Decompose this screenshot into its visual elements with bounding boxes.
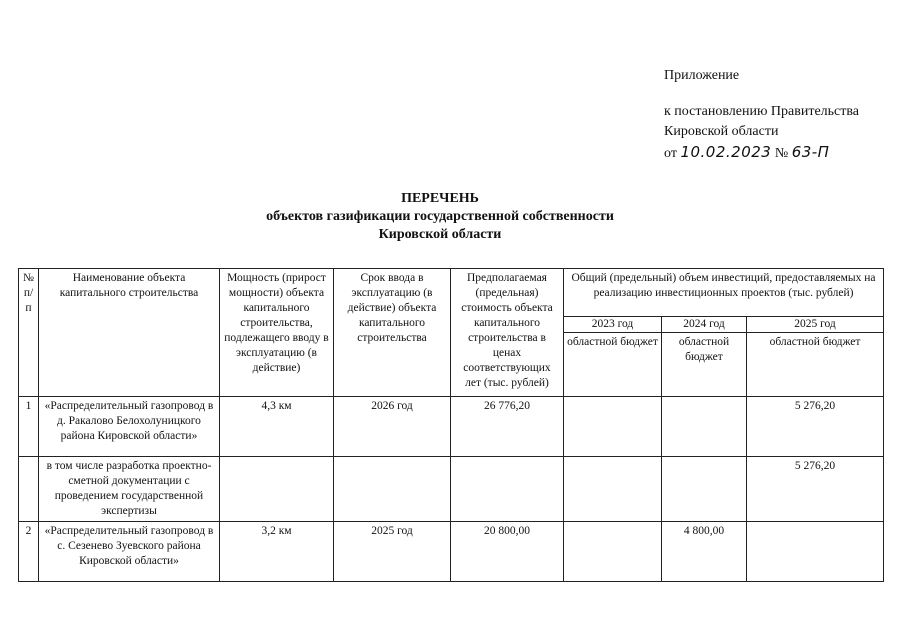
table-row <box>19 522 884 582</box>
table-row <box>19 457 884 522</box>
row-2023 <box>564 522 662 582</box>
document-title <box>0 190 880 244</box>
row-term <box>334 457 451 522</box>
header-year-2024: 2024 год <box>662 317 747 333</box>
header-budget-2023: областной бюджет <box>564 333 662 397</box>
number-prefix: № <box>774 146 789 161</box>
appendix-block <box>664 66 899 164</box>
row-num <box>19 457 39 522</box>
row-2024: 4 800,00 <box>662 522 747 582</box>
objects-table <box>18 268 884 582</box>
header-row-1 <box>19 269 884 317</box>
date-value: 10.02.2023 <box>680 143 772 161</box>
appendix-line1: к постановлению Правительства <box>664 104 860 119</box>
row-term: 2025 год <box>334 522 451 582</box>
appendix-date-line <box>664 142 899 164</box>
header-budget-2024: областной бюджет <box>662 333 747 397</box>
header-num: № п/п <box>19 269 39 397</box>
row-cost: 20 800,00 <box>451 522 564 582</box>
header-term: Срок ввода в эксплуатацию (в действие) объекта капитального строительства <box>334 269 451 397</box>
header-name: Наименование объекта капитального строительства <box>39 269 220 397</box>
title-line2: объектов газификации государственной собственности <box>266 209 614 224</box>
row-cost <box>451 457 564 522</box>
row-2024 <box>662 397 747 457</box>
table-row <box>19 397 884 457</box>
row-term: 2026 год <box>334 397 451 457</box>
row-name: «Распределительный газопровод в с. Сезенево Зуевского района Кировской области» <box>39 522 220 582</box>
header-investment: Общий (предельный) объем инвестиций, предоставляемых на реализацию инвестиционных проектов (тыс. рублей) <box>564 269 884 317</box>
row-num: 1 <box>19 397 39 457</box>
row-capacity <box>220 457 334 522</box>
row-num: 2 <box>19 522 39 582</box>
row-2025: 5 276,20 <box>747 457 884 522</box>
row-2023 <box>564 397 662 457</box>
title-line1: ПЕРЕЧЕНЬ <box>401 191 479 206</box>
header-budget-2025: областной бюджет <box>747 333 884 397</box>
row-name: «Распределительный газопровод в д. Ракалово Белохолуницкого района Кировской области» <box>39 397 220 457</box>
row-2023 <box>564 457 662 522</box>
title-line3: Кировской области <box>378 227 502 242</box>
header-capacity: Мощность (прирост мощности) объекта капитального строительства, подлежащего вводу в эксплуатацию (в действие) <box>220 269 334 397</box>
row-cost: 26 776,20 <box>451 397 564 457</box>
header-cost: Предполагаемая (предельная) стоимость объекта капитального строительства в ценах соответствующих лет (тыс. рублей) <box>451 269 564 397</box>
header-year-2023: 2023 год <box>564 317 662 333</box>
row-name: в том числе разработка проектно-сметной документации с проведением государственной экспертизы <box>39 457 220 522</box>
row-2025: 5 276,20 <box>747 397 884 457</box>
date-prefix: от <box>664 146 677 161</box>
row-capacity: 4,3 км <box>220 397 334 457</box>
row-2024 <box>662 457 747 522</box>
appendix-gap <box>664 86 899 102</box>
header-year-2025: 2025 год <box>747 317 884 333</box>
appendix-line2: Кировской области <box>664 124 779 139</box>
row-2025 <box>747 522 884 582</box>
appendix-label: Приложение <box>664 68 740 83</box>
row-capacity: 3,2 км <box>220 522 334 582</box>
number-value: 63-П <box>791 143 830 161</box>
